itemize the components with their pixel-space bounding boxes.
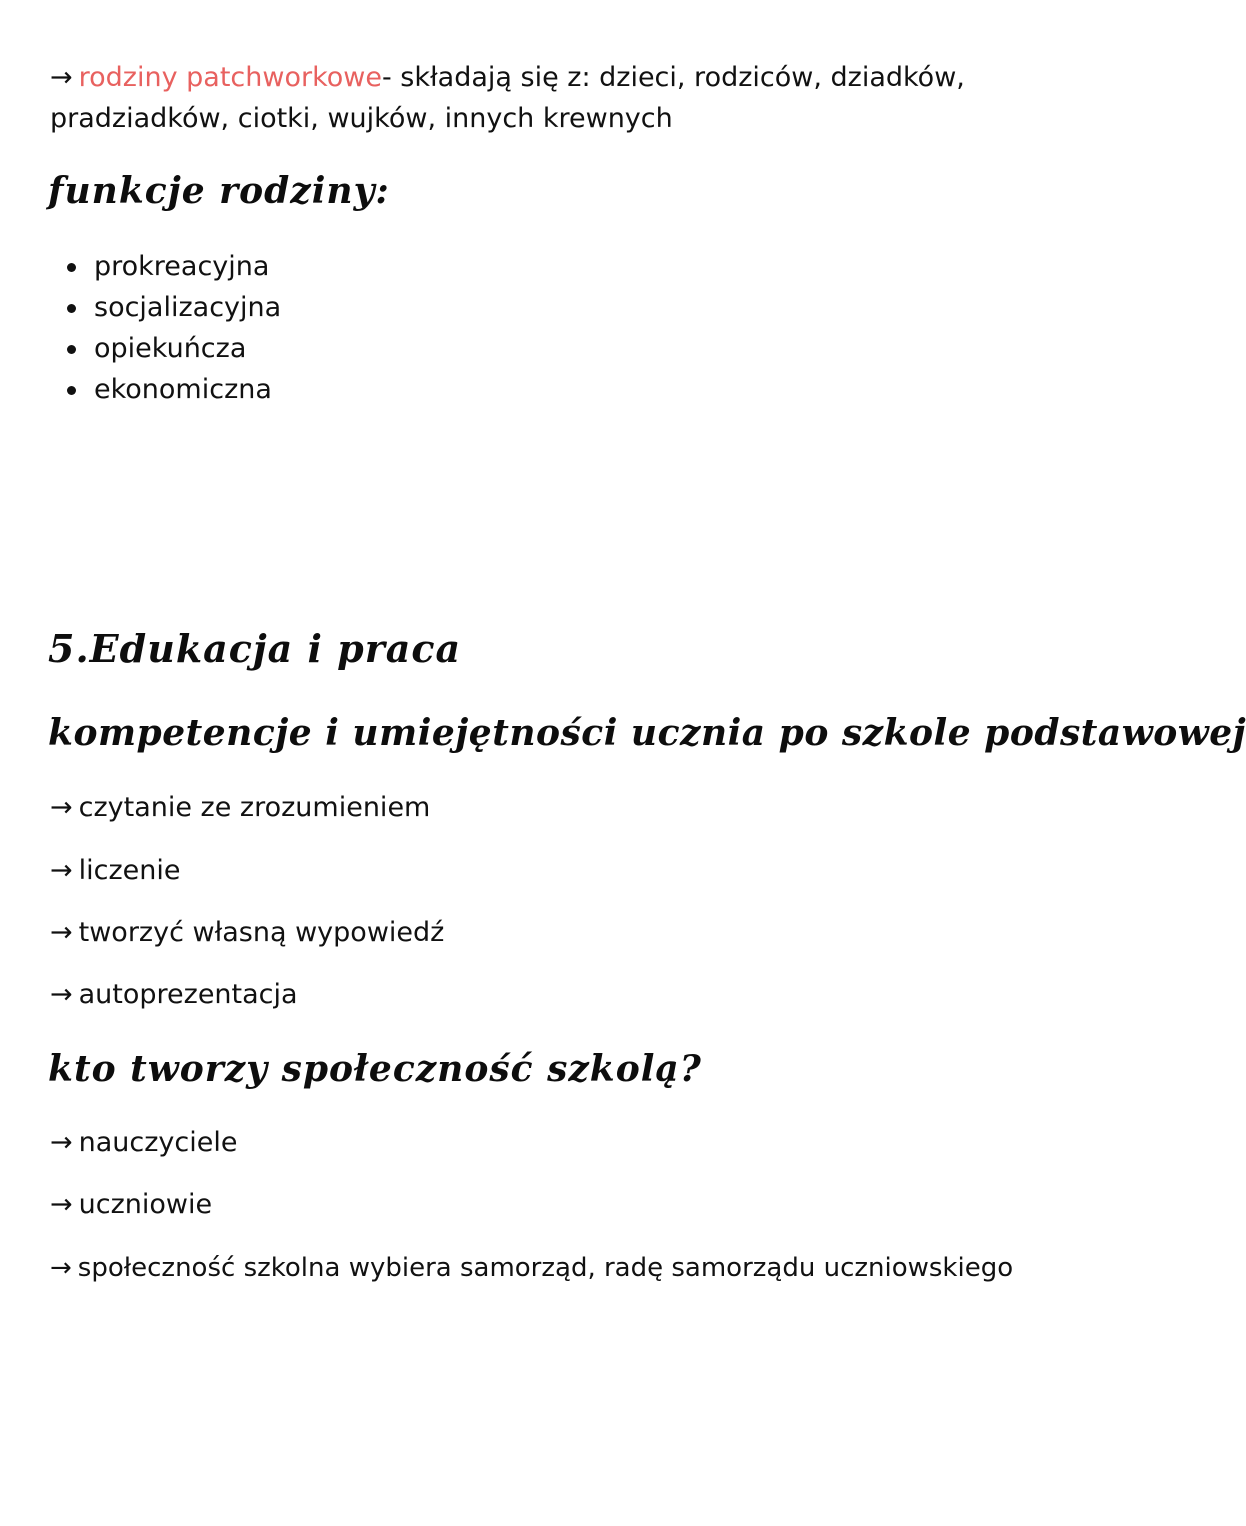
arrow-icon: → bbox=[50, 917, 73, 948]
list-item: ekonomiczna bbox=[60, 369, 281, 410]
list-item: prokreacyjna bbox=[60, 246, 281, 287]
list-item: opiekuńcza bbox=[60, 328, 281, 369]
family-functions-heading: funkcje rodziny: bbox=[48, 170, 390, 212]
intro-line-2: pradziadków, ciotki, wujków, innych krewnych bbox=[50, 103, 673, 134]
section-title: 5.Edukacja i praca bbox=[48, 626, 462, 671]
competences-heading: kompetencje i umiejętności ucznia po szkole podstawowej bbox=[48, 712, 1246, 754]
intro-line-1-rest: - składają się z: dzieci, rodziców, dziadków, bbox=[381, 62, 965, 93]
list-item: → społeczność szkolna wybiera samorząd, radę samorządu uczniowskiego bbox=[50, 1253, 1014, 1283]
highlight-term: rodziny patchworkowe bbox=[78, 62, 382, 93]
list-item: → liczenie bbox=[50, 855, 181, 886]
community-heading: kto tworzy społeczność szkolą? bbox=[48, 1048, 702, 1090]
arrow-icon: → bbox=[50, 62, 73, 93]
bullet-icon bbox=[67, 345, 76, 354]
list-item: → czytanie ze zrozumieniem bbox=[50, 792, 431, 823]
bullet-icon bbox=[67, 304, 76, 313]
list-item: → uczniowie bbox=[50, 1189, 213, 1220]
arrow-icon: → bbox=[50, 1253, 72, 1283]
arrow-icon: → bbox=[50, 1127, 73, 1158]
bullet-icon bbox=[67, 263, 76, 272]
arrow-icon: → bbox=[50, 1189, 73, 1220]
bullet-icon bbox=[67, 386, 76, 395]
arrow-icon: → bbox=[50, 855, 73, 886]
list-item: → autoprezentacja bbox=[50, 979, 298, 1010]
list-item: socjalizacyjna bbox=[60, 287, 281, 328]
family-functions-list bbox=[60, 246, 281, 410]
list-item: → nauczyciele bbox=[50, 1127, 238, 1158]
arrow-icon: → bbox=[50, 979, 73, 1010]
intro-line-1 bbox=[50, 58, 965, 98]
list-item: → tworzyć własną wypowiedź bbox=[50, 917, 445, 948]
arrow-icon: → bbox=[50, 792, 73, 823]
